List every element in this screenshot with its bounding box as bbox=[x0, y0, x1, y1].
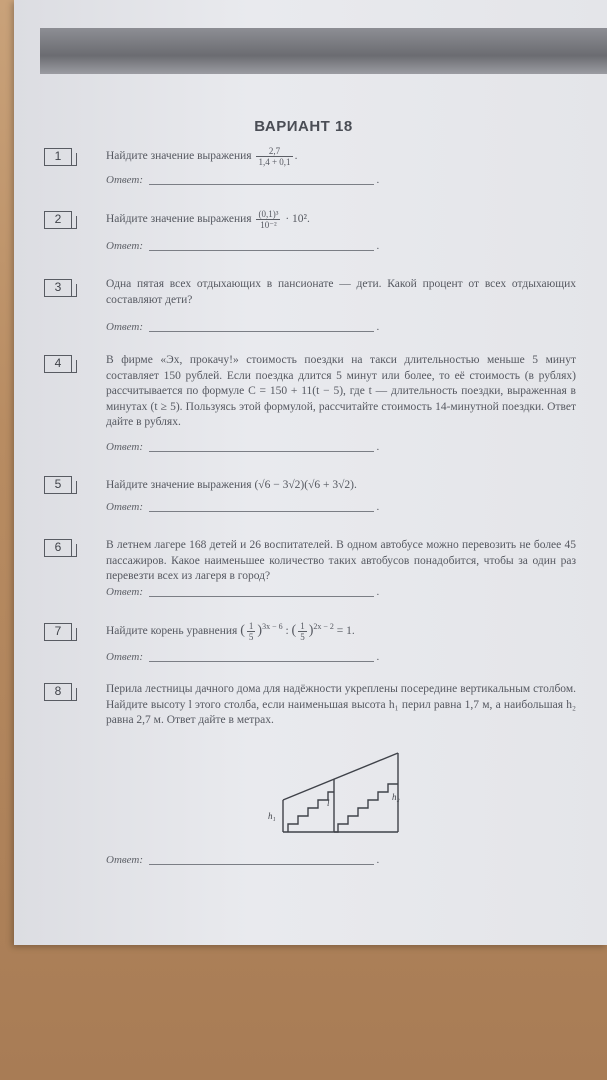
staircase-diagram bbox=[258, 748, 418, 838]
fraction-denominator: 5 bbox=[300, 631, 305, 642]
answer-row: Ответ: . bbox=[106, 651, 380, 663]
answer-row: Ответ: . bbox=[106, 174, 380, 186]
fraction bbox=[247, 621, 256, 642]
answer-label: Ответ: bbox=[106, 854, 144, 866]
fraction-denominator: 1,4 + 0,1 bbox=[258, 157, 291, 167]
task-text: Перила лестницы дачного дома для надёжности укреплены посередине вертикальным столбом. Найдите высоту l этого столба, если наименьшая высота h₁ перил равна 1,7 м, а наибольшая h₂ равна 2,7 м. Ответ дайте в метрах. bbox=[106, 683, 576, 726]
task-tail: . bbox=[294, 150, 298, 163]
task-number: 2 bbox=[44, 211, 72, 229]
label-l: l bbox=[327, 798, 330, 808]
answer-row: Ответ: . bbox=[106, 321, 380, 333]
task-prompt: Найдите значение выражения bbox=[106, 150, 252, 163]
task-text: Найдите значение выражения (√6 − 3√2)(√6 + 3√2). bbox=[106, 479, 357, 491]
fraction-denominator: 10⁻² bbox=[260, 220, 277, 230]
task-number: 4 bbox=[44, 355, 72, 373]
task-text: В летнем лагере 168 детей и 26 воспитателей. В одном автобусе можно перевозить не более 45 пассажиров. Какое наименьшее количество таких автобусов понадобится, чтобы за один раз перевезти всех из лагеря в город? bbox=[106, 539, 576, 582]
fraction bbox=[256, 209, 280, 230]
answer-label: Ответ: bbox=[106, 501, 144, 513]
exponent: 3x − 6 bbox=[262, 622, 283, 631]
task-number: 3 bbox=[44, 279, 72, 297]
fraction-numerator: 1 bbox=[248, 620, 254, 631]
answer-label: Ответ: bbox=[106, 441, 144, 453]
stair-steps-right bbox=[334, 784, 398, 832]
task-text: Одна пятая всех отдыхающих в пансионате — дети. Какой процент от всех отдыхающих составляют дети? bbox=[106, 278, 576, 306]
fraction-numerator: 2,7 bbox=[256, 146, 292, 157]
fraction-numerator: (0,1)³ bbox=[258, 209, 279, 219]
answer-label: Ответ: bbox=[106, 651, 144, 663]
answer-field[interactable] bbox=[149, 661, 374, 662]
answer-field[interactable] bbox=[149, 511, 374, 512]
answer-row: Ответ: . bbox=[106, 501, 380, 513]
handrail bbox=[283, 753, 398, 800]
answer-row: Ответ: . bbox=[106, 854, 380, 866]
answer-field[interactable] bbox=[149, 451, 374, 452]
answer-label: Ответ: bbox=[106, 321, 144, 333]
label-h2: h₂ bbox=[392, 792, 400, 802]
task-number: 8 bbox=[44, 683, 72, 701]
label-h1: h₁ bbox=[268, 811, 276, 821]
answer-row: Ответ: . bbox=[106, 586, 380, 598]
task-prompt: Найдите корень уравнения bbox=[106, 624, 238, 637]
task-number: 5 bbox=[44, 476, 72, 494]
answer-label: Ответ: bbox=[106, 240, 144, 252]
fraction-denominator: 5 bbox=[248, 631, 254, 642]
header-bar bbox=[40, 28, 607, 74]
task-prompt: Найдите значение выражения bbox=[106, 213, 252, 226]
task-number: 7 bbox=[44, 623, 72, 641]
answer-field[interactable] bbox=[149, 184, 374, 185]
task-number: 1 bbox=[44, 148, 72, 166]
answer-row: Ответ: . bbox=[106, 441, 380, 453]
task-text: В фирме «Эх, прокачу!» стоимость поездки на такси длительностью меньше 5 минут составляет 150 рублей. Если поездка длится 5 минут или более, то её стоимость (в рублях) рассчитывается по формуле C = 150 + 11(t − 5), где t — длительность поездки, выраженная в минутах (t ≥ 5). Пользуясь этой формулой, рассчитайте стоимость 14-минутной поездки. Ответ дайте в рублях. bbox=[106, 354, 576, 428]
answer-label: Ответ: bbox=[106, 174, 144, 186]
answer-field[interactable] bbox=[149, 864, 374, 865]
answer-label: Ответ: bbox=[106, 586, 144, 598]
fraction-numerator: 1 bbox=[300, 620, 305, 631]
answer-field[interactable] bbox=[149, 250, 374, 251]
variant-title: ВАРИАНТ 18 bbox=[254, 118, 353, 135]
answer-field[interactable] bbox=[149, 596, 374, 597]
task-tail: = 1. bbox=[333, 624, 355, 637]
fraction bbox=[298, 621, 307, 642]
task-text bbox=[106, 209, 576, 230]
task-text: Найдите корень уравнения ( $\frac{1}{5}$ )$^{3x - 6}$ : ( $\frac{1}{5}$ )$^{2x - 2}$ = 1. bbox=[106, 620, 355, 642]
task-tail: · 10². bbox=[282, 213, 310, 226]
exponent: 2x − 2 bbox=[313, 622, 334, 631]
answer-row: Ответ: . bbox=[106, 240, 380, 252]
task-number: 6 bbox=[44, 539, 72, 557]
task-text bbox=[106, 146, 576, 167]
answer-field[interactable] bbox=[149, 331, 374, 332]
fraction bbox=[256, 146, 292, 167]
